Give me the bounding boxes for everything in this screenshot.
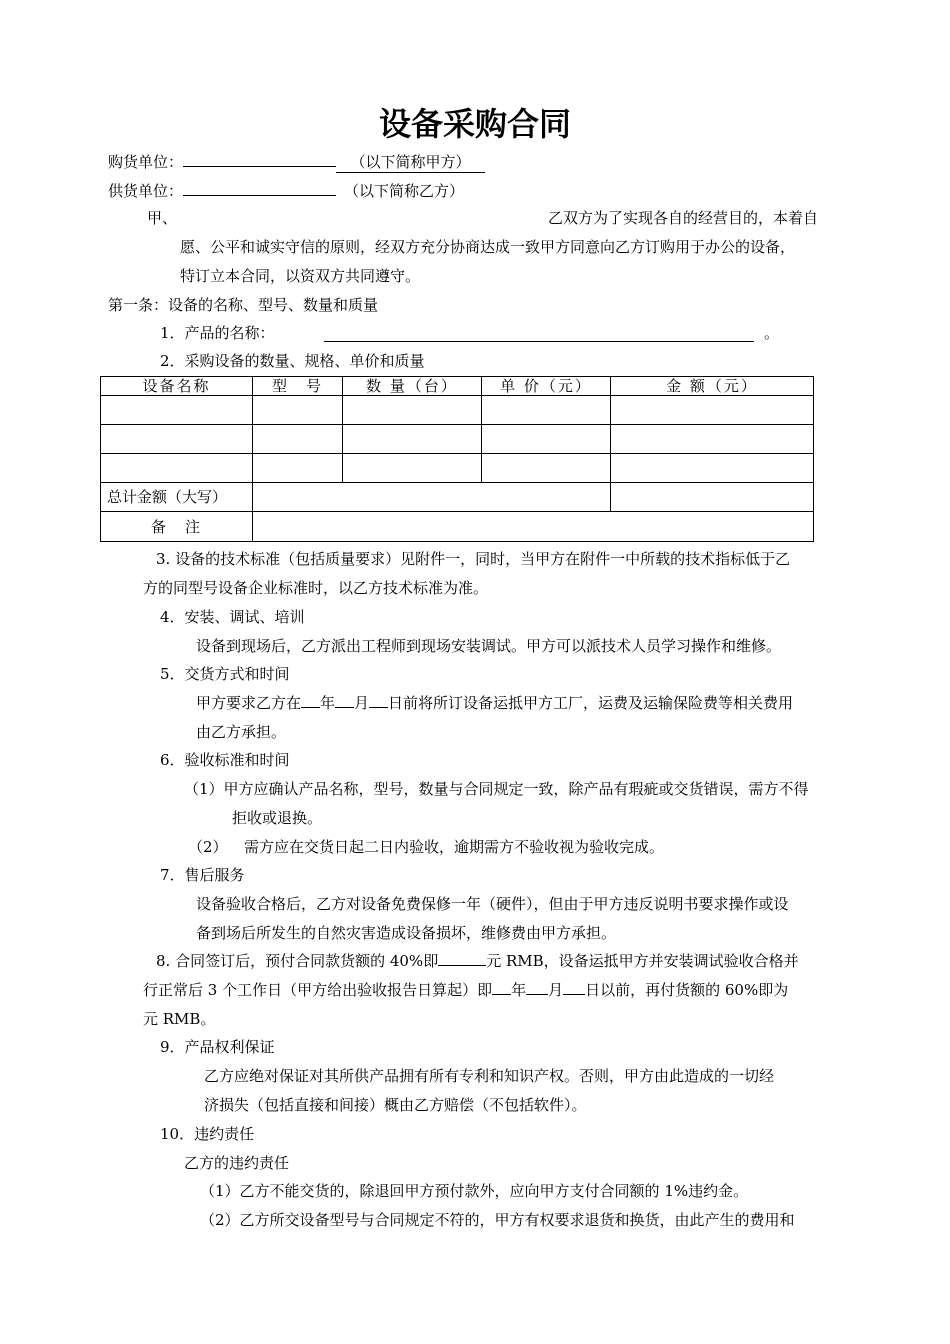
intro-line1-end: 乙双方为了实现各自的经营目的，本着自 <box>548 209 819 227</box>
item5-text-b: 日前将所订设备运抵甲方工厂，运费及运输保险费等相关费用 <box>388 694 794 712</box>
table-row <box>101 396 814 425</box>
item5-year: 年 <box>320 694 336 712</box>
product-name-label: 1．产品的名称： <box>160 324 275 342</box>
col-amount: 金 额（元） <box>611 377 814 396</box>
col-unit-price: 单 价（元） <box>482 377 611 396</box>
year-blank[interactable] <box>301 693 320 708</box>
table-cell[interactable] <box>253 454 343 483</box>
table-cell[interactable] <box>101 396 253 425</box>
supplier-suffix: （以下简称乙方） <box>344 182 465 200</box>
table-cell[interactable] <box>343 425 482 454</box>
intro-line2: 愿、公平和诚实守信的原则，经双方充分协商达成一致甲方同意向乙方订购用于办公的设备， <box>180 238 796 256</box>
table-row <box>101 454 814 483</box>
item4-heading: 4．安装、调试、培训 <box>160 608 305 626</box>
item6-1-line1: （1）甲方应确认产品名称，型号，数量与合同规定一致，除产品有瑕疵或交货错误，需方不得 <box>184 780 809 798</box>
item9-heading: 9．产品权利保证 <box>160 1038 275 1056</box>
item7-line2: 备到场后所发生的自然灾害造成设备损坏，维修费由甲方承担。 <box>196 924 617 942</box>
day-blank[interactable] <box>369 693 388 708</box>
item6-2-number: （2） <box>188 838 228 856</box>
item10-heading: 10．违约责任 <box>160 1125 255 1143</box>
table-cell[interactable] <box>253 396 343 425</box>
item7-line1: 设备验收合格后，乙方对设备免费保修一年（硬件），但由于甲方违反说明书要求操作或设 <box>196 895 789 913</box>
supplier-line <box>108 180 464 201</box>
document-title: 设备采购合同 <box>378 105 571 143</box>
intro-start: 甲、 <box>147 209 178 227</box>
table-cell[interactable] <box>343 396 482 425</box>
buyer-suffix: （以下简称甲方） <box>336 152 485 173</box>
buyer-label: 购货单位： <box>108 153 184 171</box>
table-cell[interactable] <box>482 396 611 425</box>
item8-text-c: 行正常后 3 个工作日（甲方给出验收报告日算起）即 <box>143 981 493 999</box>
item6-heading: 6．验收标准和时间 <box>160 751 290 769</box>
item3-line1: 3. 设备的技术标准（包括质量要求）见附件一，同时，当甲方在附件一中所载的技术指标低于乙 <box>156 550 791 568</box>
remark-label: 备 注 <box>101 512 253 542</box>
item8-line3: 元 RMB。 <box>143 1010 216 1028</box>
item8-text-a: 8. 合同签订后，预付合同款货额的 40%即 <box>156 952 439 970</box>
item4-text: 设备到现场后，乙方派出工程师到现场安装调试。甲方可以派技术人员学习操作和维修。 <box>196 637 782 655</box>
col-device-name: 设备名称 <box>101 377 253 396</box>
item8-month: 月 <box>548 981 564 999</box>
item8-line1 <box>156 951 799 971</box>
item9-line2: 济损失（包括直接和间接）概由乙方赔偿（不包括软件）。 <box>204 1096 587 1114</box>
supplier-label: 供货单位： <box>108 182 184 200</box>
buyer-name-field[interactable] <box>183 151 336 167</box>
article1-heading: 第一条：设备的名称、型号、数量和质量 <box>108 296 379 314</box>
product-name-end: 。 <box>764 324 780 342</box>
equipment-table <box>100 376 814 542</box>
item7-heading: 7．售后服务 <box>160 866 245 884</box>
table-row <box>101 425 814 454</box>
item8-year: 年 <box>511 981 527 999</box>
intro-line3: 特订立本合同，以资双方共同遵守。 <box>180 267 421 285</box>
item8-line2 <box>143 980 788 1000</box>
table-cell[interactable] <box>482 454 611 483</box>
total-row <box>101 483 814 512</box>
table-cell[interactable] <box>101 425 253 454</box>
item10-1: （1）乙方不能交货的，除退回甲方预付款外，应向甲方支付合同额的 1%违约金。 <box>200 1182 749 1200</box>
pay-year-blank[interactable] <box>492 980 511 995</box>
product-name-field[interactable] <box>324 341 754 342</box>
supplier-name-field[interactable] <box>183 180 336 196</box>
item5-line1 <box>196 693 793 713</box>
remark-row <box>101 512 814 542</box>
item5-text-a: 甲方要求乙方在 <box>196 694 302 712</box>
item6-1-line2: 拒收或退换。 <box>232 809 323 827</box>
table-cell[interactable] <box>343 454 482 483</box>
col-quantity: 数 量（台） <box>343 377 482 396</box>
table-cell[interactable] <box>611 396 814 425</box>
table-cell[interactable] <box>611 425 814 454</box>
table-cell[interactable] <box>253 425 343 454</box>
pay-day-blank[interactable] <box>563 980 585 995</box>
item10-subheading: 乙方的违约责任 <box>184 1154 290 1172</box>
item5-month: 月 <box>354 694 370 712</box>
table-cell[interactable] <box>482 425 611 454</box>
table-cell[interactable] <box>101 454 253 483</box>
total-label: 总计金额（大写） <box>101 483 253 512</box>
buyer-line <box>108 151 485 173</box>
item8-text-d: 日以前，再付货额的 60%即为 <box>585 981 789 999</box>
item8-text-b: 元 RMB，设备运抵甲方并安装调试验收合格并 <box>486 952 799 970</box>
item3-line2: 方的同型号设备企业标准时，以乙方技术标准为准。 <box>143 579 489 597</box>
total-value-cell[interactable] <box>611 483 814 512</box>
item5-line2: 由乙方承担。 <box>196 723 287 741</box>
table-cell[interactable] <box>611 454 814 483</box>
item9-line1: 乙方应绝对保证对其所供产品拥有所有专利和知识产权。否则，甲方由此造成的一切经 <box>204 1067 775 1085</box>
total-amount-cell[interactable] <box>253 483 611 512</box>
col-model: 型 号 <box>253 377 343 396</box>
item5-heading: 5．交货方式和时间 <box>160 665 290 683</box>
prepay-amount-blank[interactable] <box>438 951 486 966</box>
month-blank[interactable] <box>335 693 354 708</box>
table-header-row <box>101 377 814 396</box>
remark-cell[interactable] <box>253 512 814 542</box>
quantity-spec-heading: 2．采购设备的数量、规格、单价和质量 <box>160 352 425 370</box>
item10-2: （2）乙方所交设备型号与合同规定不符的，甲方有权要求退货和换货，由此产生的费用和 <box>200 1211 795 1229</box>
item6-2-text: 需方应在交货日起二日内验收，逾期需方不验收视为验收完成。 <box>244 838 665 856</box>
pay-month-blank[interactable] <box>526 980 548 995</box>
